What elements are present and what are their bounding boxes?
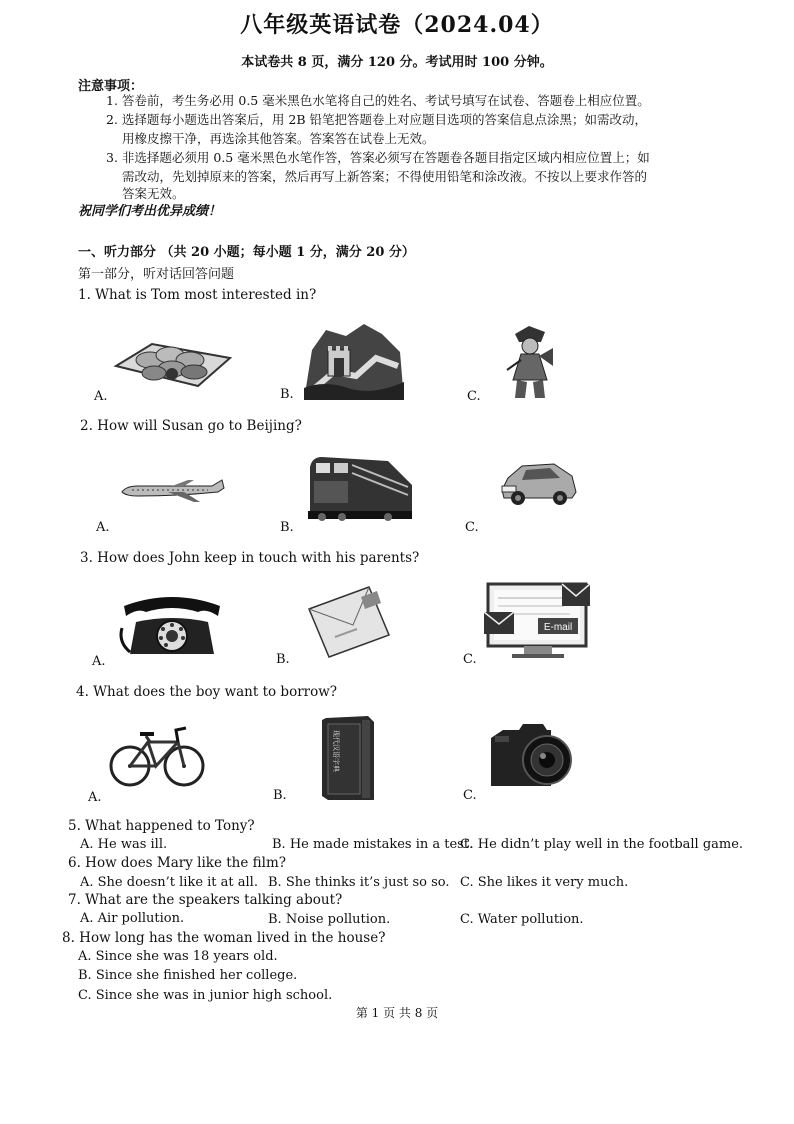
- page-number: 第 1 页 共 8 页: [355, 1006, 439, 1020]
- dictionary-icon: [322, 716, 374, 800]
- question-2: 2. How will Susan go to Beijing?: [80, 418, 302, 434]
- q7-option-b: B. Noise pollution.: [268, 912, 391, 927]
- question-1: 1. What is Tom most interested in?: [78, 287, 317, 303]
- section-heading: 一、听力部分 （共 20 小题；每小题 1 分，满分 20 分）: [78, 245, 415, 260]
- note-line-4: 3. 非选择题必须用 0.5 毫米黑色水笔作答，答案必须写在答题卷各题目指定区域内相应位置上；如: [106, 150, 650, 165]
- q1-option-b-label: B.: [280, 387, 294, 402]
- q3-option-c-label: C.: [463, 652, 477, 667]
- page-subtitle: 本试卷共 8 页，满分 120 分。考试用时 100 分钟。: [241, 55, 553, 70]
- dictionary-title: 现代汉语字典: [332, 730, 340, 772]
- q5-option-a: A. He was ill.: [80, 837, 168, 852]
- camera-icon: [489, 720, 573, 790]
- email-label: E-mail: [543, 622, 573, 633]
- q5-option-c: C. He didn’t play well in the football game.: [460, 837, 744, 852]
- train-icon: [308, 455, 412, 521]
- q3-option-b-label: B.: [276, 652, 290, 667]
- q4-option-a-label: A.: [88, 790, 102, 805]
- q5-option-b: B. He made mistakes in a test.: [272, 837, 474, 852]
- note-line-6: 答案无效。: [122, 186, 185, 201]
- q1-option-a-label: A.: [94, 389, 108, 404]
- note-line-2: 2. 选择题每小题选出答案后，用 2B 铅笔把答题卷上对应题目选项的答案信息点涂黑；如需改动，: [106, 112, 647, 127]
- q8-option-a: A. Since she was 18 years old.: [78, 949, 278, 964]
- question-6: 6. How does Mary like the film?: [68, 855, 286, 871]
- q8-option-c: C. Since she was in junior high school.: [78, 988, 333, 1003]
- page-title: 八年级英语试卷（2024.04）: [240, 12, 554, 38]
- question-5: 5. What happened to Tony?: [68, 818, 255, 834]
- note-line-3: 用橡皮擦干净，再选涂其他答案。答案答在试卷上无效。: [122, 131, 435, 146]
- question-4: 4. What does the boy want to borrow?: [76, 684, 338, 700]
- email-icon: [484, 578, 592, 662]
- great-wall-icon: [304, 322, 404, 400]
- letter-icon: [305, 585, 391, 659]
- wish-text: 祝同学们考出优异成绩！: [78, 204, 222, 219]
- q4-option-b-label: B.: [273, 788, 287, 803]
- question-8: 8. How long has the woman lived in the house?: [62, 930, 386, 946]
- note-line-5: 需改动，先划掉原来的答案，然后再写上新答案；不得使用铅笔和涂改液。不按以上要求作答的: [122, 169, 648, 184]
- q4-option-c-label: C.: [463, 788, 477, 803]
- bicycle-icon: [108, 722, 206, 788]
- q7-option-a: A. Air pollution.: [80, 911, 185, 926]
- q2-option-a-label: A.: [96, 520, 110, 535]
- q8-option-b: B. Since she finished her college.: [78, 968, 298, 983]
- notes-heading: 注意事项：: [78, 79, 144, 94]
- q6-option-b: B. She thinks it’s just so so.: [268, 875, 450, 890]
- airplane-icon: [118, 478, 226, 504]
- question-7: 7. What are the speakers talking about?: [68, 892, 343, 908]
- q7-option-c: C. Water pollution.: [460, 912, 584, 927]
- note-line-1: 1. 答卷前，考生务必用 0.5 毫米黑色水笔将自己的姓名、考试号填写在试卷、答题卷上相应位置。: [106, 93, 650, 108]
- telephone-icon: [114, 592, 230, 660]
- part-heading: 第一部分，听对话回答问题: [78, 267, 235, 282]
- q6-option-a: A. She doesn’t like it at all.: [80, 875, 258, 890]
- q2-option-b-label: B.: [280, 520, 294, 535]
- car-icon: [498, 460, 578, 508]
- q6-option-c: C. She likes it very much.: [460, 875, 629, 890]
- q2-option-c-label: C.: [465, 520, 479, 535]
- dumplings-icon: [112, 328, 234, 390]
- q3-option-a-label: A.: [92, 654, 106, 669]
- opera-figure-icon: [505, 326, 555, 400]
- q1-option-c-label: C.: [467, 389, 481, 404]
- question-3: 3. How does John keep in touch with his parents?: [80, 550, 420, 566]
